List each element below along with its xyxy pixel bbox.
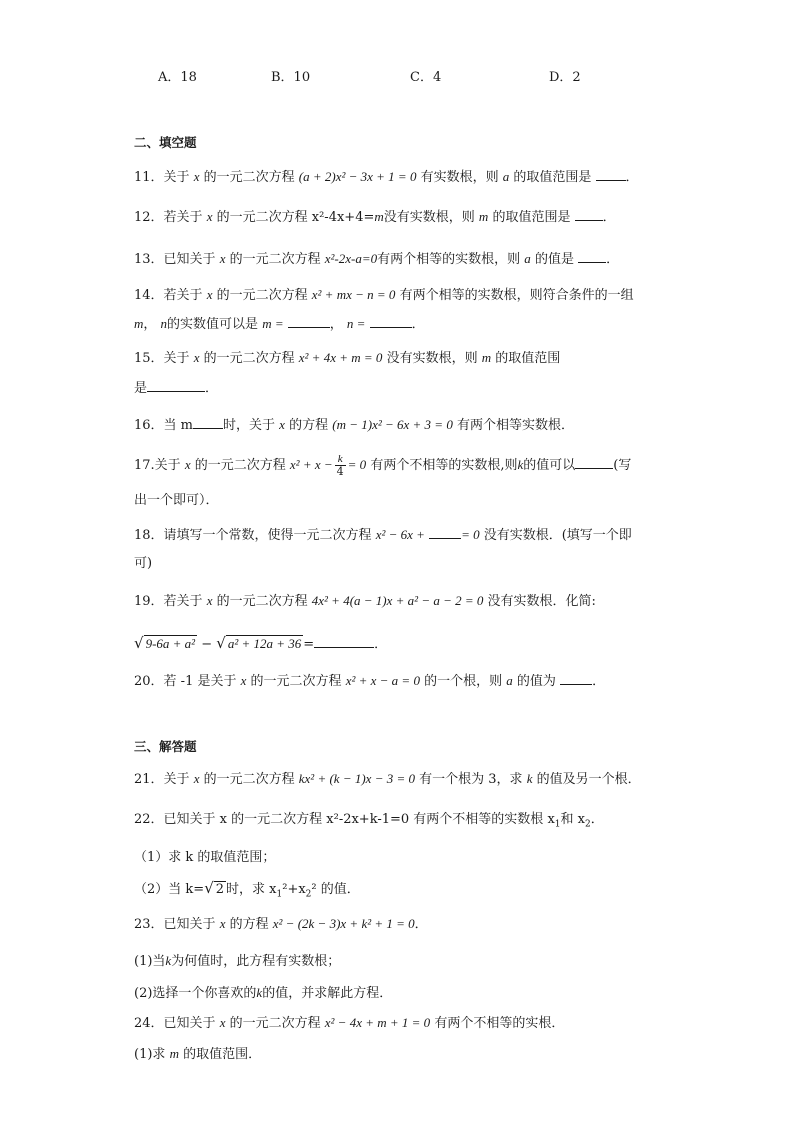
answer-blank-n[interactable] xyxy=(370,313,412,328)
question-15-line-2: 是 ． xyxy=(134,377,218,399)
answer-blank-m[interactable] xyxy=(288,313,330,328)
sqrt-expression-1: 9-6a + a² xyxy=(145,636,196,651)
question-23-part-2: (2)选择一个你喜欢的k的值，并求解此方程． xyxy=(134,985,393,1001)
answer-blank[interactable] xyxy=(147,377,205,392)
option-c: C．4 xyxy=(410,70,442,85)
question-23-part-1: (1)当k为何值时，此方程有实数根； xyxy=(134,953,341,969)
question-24: 24．已知关于 x 的一元二次方程 x² − 4x + m + 1 = 0 有两个不相等的实根． xyxy=(134,1015,565,1031)
answer-blank[interactable] xyxy=(578,248,606,263)
answer-blank[interactable] xyxy=(193,414,223,429)
option-d: D．2 xyxy=(549,70,581,85)
section-title-fill-in: 二、填空题 xyxy=(134,135,197,150)
question-17-line-1: 17.关于 x 的一元二次方程 x² + x − $\frac{k}{4}$ = 0 有两个不相等的实数根,则k的值可以 (写 xyxy=(134,453,632,478)
question-19-line-2: √ 9-6a + a² − √ a² + 12a + 36 = ． xyxy=(134,634,388,652)
question-21: 21．关于 x 的一元二次方程 kx² + (k − 1)x − 3 = 0 有一个根为 3，求 k 的值及另一个根． xyxy=(134,771,641,787)
question-22-part-2: （2）当 k=√ 2 时，求 $x_1^2+x_2^2$ 的值． xyxy=(134,879,360,900)
answer-blank[interactable] xyxy=(560,670,592,685)
answer-blank[interactable] xyxy=(575,206,603,221)
option-b: B．10 xyxy=(271,70,311,85)
question-12: 12．若关于 x 的一元二次方程 x²-4x+4=m没有实数根，则 m 的取值范围是 ． xyxy=(134,206,616,228)
question-22-part-1: （1）求 k 的取值范围； xyxy=(134,850,276,865)
question-18-line-2: 可) xyxy=(134,556,153,571)
question-14-line-1: 14．若关于 x 的一元二次方程 x² + mx − n = 0 有两个相等的实数根，则符合条件的一组 xyxy=(134,287,634,303)
fraction-k-over-4: $\frac{k}{4}$ xyxy=(336,453,344,478)
answer-blank[interactable] xyxy=(596,166,626,181)
answer-blank[interactable] xyxy=(575,454,613,469)
answer-blank[interactable] xyxy=(314,633,374,648)
section-title-solve: 三、解答题 xyxy=(134,739,197,754)
question-13: 13．已知关于 x 的一元二次方程 x²-2x-a=0有两个相等的实数根，则 a 的值是 ． xyxy=(134,248,619,270)
question-16: 16．当 m 时，关于 x 的方程 (m − 1)x² − 6x + 3 = 0 有两个相等实数根． xyxy=(134,414,574,436)
question-23: 23．已知关于 x 的方程 x² − (2k − 3)x + k² + 1 = 0． xyxy=(134,916,428,932)
option-a: A．18 xyxy=(158,70,197,85)
question-20: 20．若 -1 是关于 x 的一元二次方程 x² + x − a = 0 的一个根，则 a 的值为 ． xyxy=(134,670,605,692)
question-17-line-2: 出一个即可）． xyxy=(134,493,219,508)
question-11: 11．关于 x 的一元二次方程 (a + 2)x² − 3x + 1 = 0 有实数根，则 a 的取值范围是 ． xyxy=(134,166,639,188)
question-19-line-1: 19．若关于 x 的一元二次方程 4x² + 4(a − 1)x + a² − a − 2 = 0 没有实数根．化简: xyxy=(134,593,596,609)
answer-blank[interactable] xyxy=(429,524,461,539)
question-22: 22．已知关于 x 的一元二次方程 x²-2x+k-1=0 有两个不相等的实数根 $x_1$和 $x_2$． xyxy=(134,812,604,830)
sqrt-expression-2: a² + 12a + 36 xyxy=(227,636,302,651)
question-24-part-1: (1)求 m 的取值范围． xyxy=(134,1046,262,1062)
question-14-line-2: m， n的实数值可以是 m = ， n = ． xyxy=(134,313,425,335)
question-15-line-1: 15．关于 x 的一元二次方程 x² + 4x + m = 0 没有实数根，则 m 的取值范围 xyxy=(134,350,561,366)
question-18-line-1: 18．请填写一个常数，使得一元二次方程 x² − 6x + = 0 没有实数根．(填写一个即 xyxy=(134,524,632,546)
